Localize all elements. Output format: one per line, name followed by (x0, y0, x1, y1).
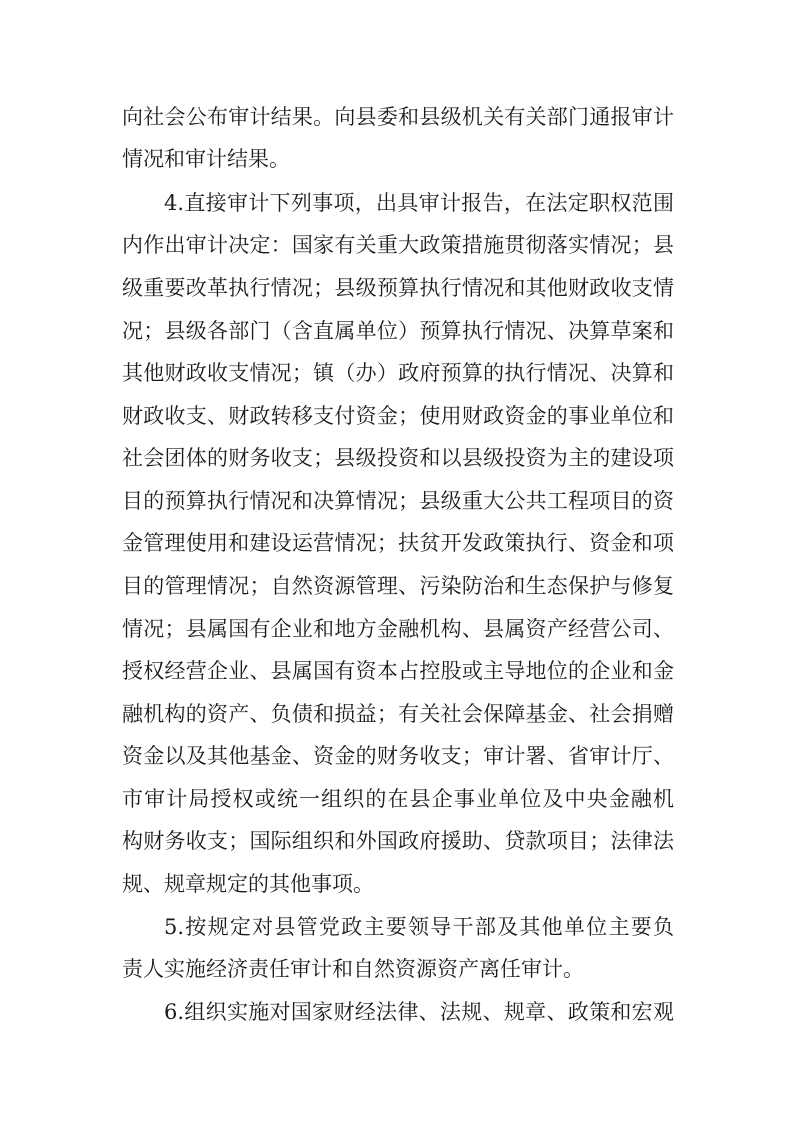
text-line: 向社会公布审计结果。向县委和县级机关有关部门通报审计 (122, 105, 674, 129)
text-line: 金管理使用和建设运营情况；扶贫开发政策执行、资金和项 (122, 531, 674, 555)
text-line: 授权经营企业、县属国有资本占控股或主导地位的企业和金 (122, 659, 674, 683)
text-line: 目的管理情况；自然资源管理、污染防治和生态保护与修复 (122, 574, 674, 598)
text-line: 目的预算执行情况和决算情况；县级重大公共工程项目的资 (122, 489, 674, 513)
text-line: 况；县级各部门（含直属单位）预算执行情况、决算草案和 (122, 319, 674, 343)
text-line: 情况和审计结果。 (122, 147, 290, 171)
text-line: 级重要改革执行情况；县级预算执行情况和其他财政收支情 (122, 276, 674, 300)
text-line: 财政收支、财政转移支付资金；使用财政资金的事业单位和 (122, 404, 674, 428)
text-line: 社会团体的财务收支；县级投资和以县级投资为主的建设项 (122, 446, 674, 470)
text-line: 规、规章规定的其他事项。 (122, 872, 374, 896)
text-line: 责人实施经济责任审计和自然资源资产离任审计。 (122, 957, 584, 981)
text-line: 其他财政收支情况；镇（办）政府预算的执行情况、决算和 (122, 361, 674, 385)
text-line: 资金以及其他基金、资金的财务收支；审计署、省审计厅、 (122, 744, 674, 768)
text-line: 市审计局授权或统一组织的在县企事业单位及中央金融机 (122, 787, 674, 811)
text-line: 情况；县属国有企业和地方金融机构、县属资产经营公司、 (122, 617, 674, 641)
text-line: 4.直接审计下列事项，出具审计报告，在法定职权范围 (164, 191, 674, 215)
text-line: 5.按规定对县管党政主要领导干部及其他单位主要负 (164, 915, 674, 939)
text-line: 6.组织实施对国家财经法律、法规、规章、政策和宏观 (164, 1000, 674, 1024)
text-line: 内作出审计决定：国家有关重大政策措施贯彻落实情况；县 (122, 233, 674, 257)
text-line: 融机构的资产、负债和损益；有关社会保障基金、社会捐赠 (122, 702, 674, 726)
text-line: 构财务收支；国际组织和外国政府援助、贷款项目；法律法 (122, 829, 674, 853)
